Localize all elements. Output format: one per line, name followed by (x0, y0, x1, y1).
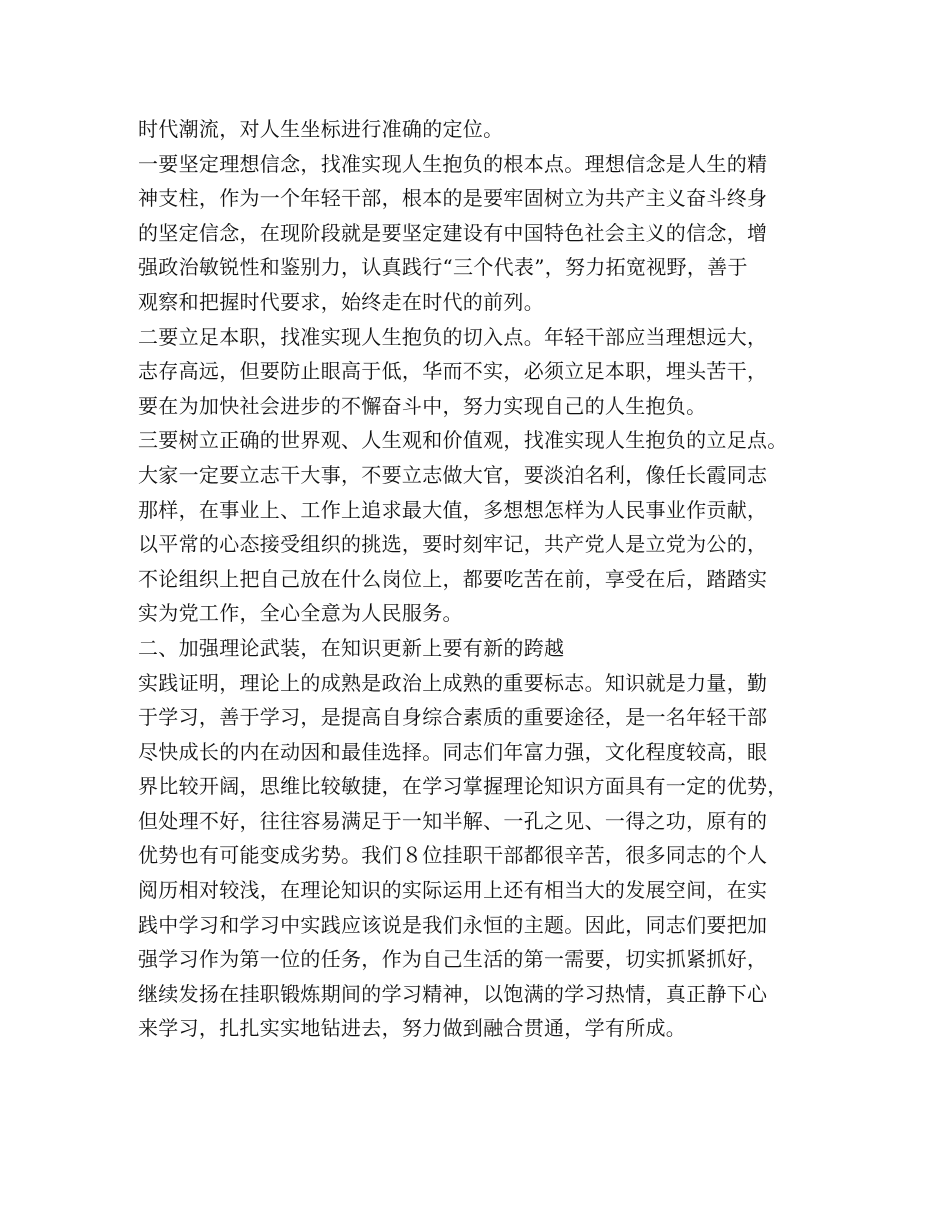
text-line: 二要立足本职，找准实现人生抱负的切入点。年轻干部应当理想远大， (138, 324, 768, 349)
text-line: 践中学习和学习中实践应该说是我们永恒的主题。因此，同志们要把加 (138, 912, 768, 937)
text-line: 但处理不好，往往容易满足于一知半解、一孔之见、一得之功，原有的 (138, 808, 768, 833)
text-line: 志存高远，但要防止眼高于低，华而不实，必须立足本职，埋头苦干， (138, 359, 768, 384)
text-line: 继续发扬在挂职锻炼期间的学习精神，以饱满的学习热情，真正静下心 (138, 981, 768, 1006)
text-line: 于学习，善于学习，是提高自身综合素质的重要途径，是一名年轻干部 (138, 705, 768, 730)
text-line: 神支柱，作为一个年轻干部，根本的是要牢固树立为共产主义奋斗终身 (138, 186, 768, 211)
text-line: 那样，在事业上、工作上追求最大值，多想想怎样为人民事业作贡献， (138, 497, 768, 522)
text-line: 一要坚定理想信念，找准实现人生抱负的根本点。理想信念是人生的精 (138, 151, 768, 176)
text-line: 大家一定要立志干大事，不要立志做大官，要淡泊名利，像任长霞同志 (138, 462, 768, 487)
text-line: 时代潮流，对人生坐标进行准确的定位。 (138, 117, 504, 141)
text-line: 实践证明，理论上的成熟是政治上成熟的重要标志。知识就是力量，勤 (138, 670, 768, 695)
text-line: 强学习作为第一位的任务，作为自己生活的第一需要，切实抓紧抓好， (138, 947, 768, 972)
text-line: 不论组织上把自己放在什么岗位上，都要吃苦在前，享受在后，踏踏实 (138, 566, 768, 591)
text-line: 强政治敏锐性和鉴别力，认真践行“三个代表”，努力拓宽视野，善于 (138, 255, 748, 280)
text-line: 优势也有可能变成劣势。我们８位挂职干部都很辛苦，很多同志的个人 (138, 843, 768, 868)
text-line: 阅历相对较浅，在理论知识的实际运用上还有相当大的发展空间，在实 (138, 878, 768, 903)
section-heading: 二、加强理论武装，在知识更新上要有新的跨越 (138, 635, 565, 660)
document-body (138, 112, 828, 1046)
text-line: 尽快成长的内在动因和最佳选择。同志们年富力强，文化程度较高，眼 (138, 739, 768, 764)
text-line: 要在为加快社会进步的不懈奋斗中，努力实现自己的人生抱负。 (138, 393, 707, 418)
text-line: 观察和把握时代要求，始终走在时代的前列。 (138, 289, 544, 314)
text-line: 的坚定信念，在现阶段就是要坚定建设有中国特色社会主义的信念，增 (138, 220, 768, 245)
text-line: 以平常的心态接受组织的挑选，要时刻牢记，共产党人是立党为公的， (138, 532, 768, 557)
text-line: 实为党工作，全心全意为人民服务。 (138, 601, 463, 626)
text-line: 来学习，扎扎实实地钻进去，努力做到融合贯通，学有所成。 (138, 1016, 687, 1041)
text-line: 界比较开阔，思维比较敏捷，在学习掌握理论知识方面具有一定的优势， (138, 774, 788, 799)
text-line: 三要树立正确的世界观、人生观和价值观，找准实现人生抱负的立足点。 (138, 428, 788, 453)
